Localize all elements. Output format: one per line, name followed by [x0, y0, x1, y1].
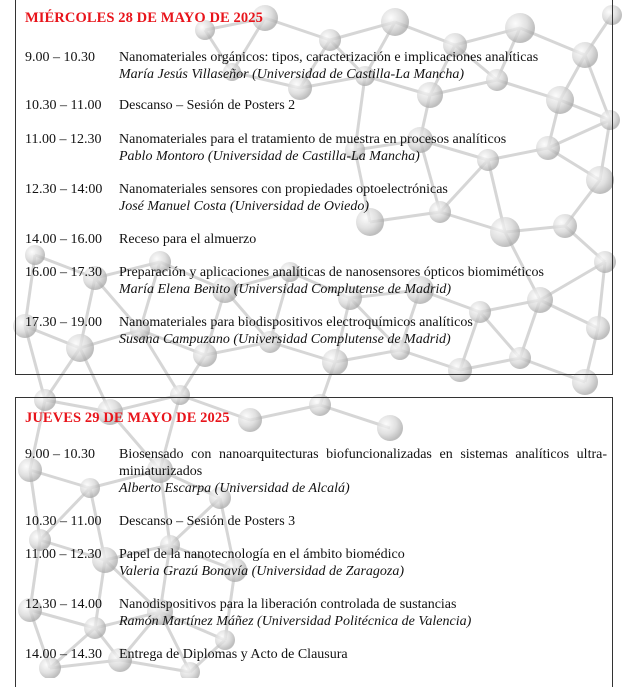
- session-title: Nanomateriales sensores con propiedades optoelectrónicas: [119, 182, 448, 197]
- session-speaker: María Jesús Villaseñor (Universidad de Castilla-La Mancha): [119, 67, 465, 82]
- session-time: 11.00 – 12.30: [25, 132, 102, 147]
- session-speaker: Susana Campuzano (Universidad Complutense de Madrid): [119, 332, 451, 347]
- session-row: [25, 231, 607, 248]
- session-title: Nanomateriales para el tratamiento de muestra en procesos analíticos: [119, 132, 507, 147]
- session-row: [25, 646, 607, 663]
- session-row: [25, 49, 607, 83]
- session-row: [25, 596, 607, 630]
- session-speaker: Ramón Martínez Máñez (Universidad Politécnica de Valencia): [119, 614, 472, 629]
- session-title: Nanodispositivos para la liberación controlada de sustancias: [119, 597, 457, 612]
- session-title: Entrega de Diplomas y Acto de Clausura: [119, 647, 348, 662]
- session-time: 17.30 – 19.00: [25, 315, 102, 330]
- session-time: 10.30 – 11.00: [25, 98, 102, 113]
- session-speaker: Alberto Escarpa (Universidad de Alcalá): [119, 481, 350, 496]
- session-row: [25, 513, 607, 530]
- session-speaker: José Manuel Costa (Universidad de Oviedo): [119, 199, 369, 214]
- session-row: [25, 314, 607, 348]
- session-time: 11.00 – 12.30: [25, 547, 102, 562]
- day-title: MIÉRCOLES 28 DE MAYO DE 2025: [25, 10, 263, 26]
- session-time: 12.30 – 14.00: [25, 597, 102, 612]
- session-speaker: María Elena Benito (Universidad Complutense de Madrid): [119, 282, 452, 297]
- session-row: [25, 131, 607, 165]
- session-title: Receso para el almuerzo: [119, 232, 257, 247]
- session-title: Biosensado con nanoarquitecturas biofuncionalizadas en sistemas analíticos ultra-miniaturizados: [119, 447, 607, 479]
- session-time: 12.30 – 14:00: [25, 182, 103, 197]
- day-title: JUEVES 29 DE MAYO DE 2025: [25, 410, 230, 426]
- day-box-wednesday: [15, 0, 613, 375]
- session-title: Descanso – Sesión de Posters 3: [119, 514, 296, 529]
- session-title: Papel de la nanotecnología en el ámbito biomédico: [119, 547, 405, 562]
- session-title: Nanomateriales para biodispositivos electroquímicos analíticos: [119, 315, 473, 330]
- session-time: 16.00 – 17.30: [25, 265, 102, 280]
- session-title: Descanso – Sesión de Posters 2: [119, 98, 296, 113]
- session-time: 9.00 – 10.30: [25, 447, 95, 462]
- session-title: Preparación y aplicaciones analíticas de nanosensores ópticos biomiméticos: [119, 265, 544, 280]
- session-row: [25, 97, 607, 114]
- session-row: [25, 264, 607, 298]
- session-time: 14.00 – 14.30: [25, 647, 102, 662]
- session-row: [25, 546, 607, 580]
- session-title: Nanomateriales orgánicos: tipos, caracterización e implicaciones analíticas: [119, 50, 539, 65]
- session-speaker: Pablo Montoro (Universidad de Castilla-La Mancha): [119, 149, 420, 164]
- session-time: 10.30 – 11.00: [25, 514, 102, 529]
- session-row: [25, 181, 607, 215]
- session-time: 14.00 – 16.00: [25, 232, 102, 247]
- session-time: 9.00 – 10.30: [25, 50, 95, 65]
- day-box-thursday: [15, 397, 613, 687]
- session-speaker: Valeria Grazú Bonavía (Universidad de Zaragoza): [119, 564, 405, 579]
- session-row: [25, 446, 607, 497]
